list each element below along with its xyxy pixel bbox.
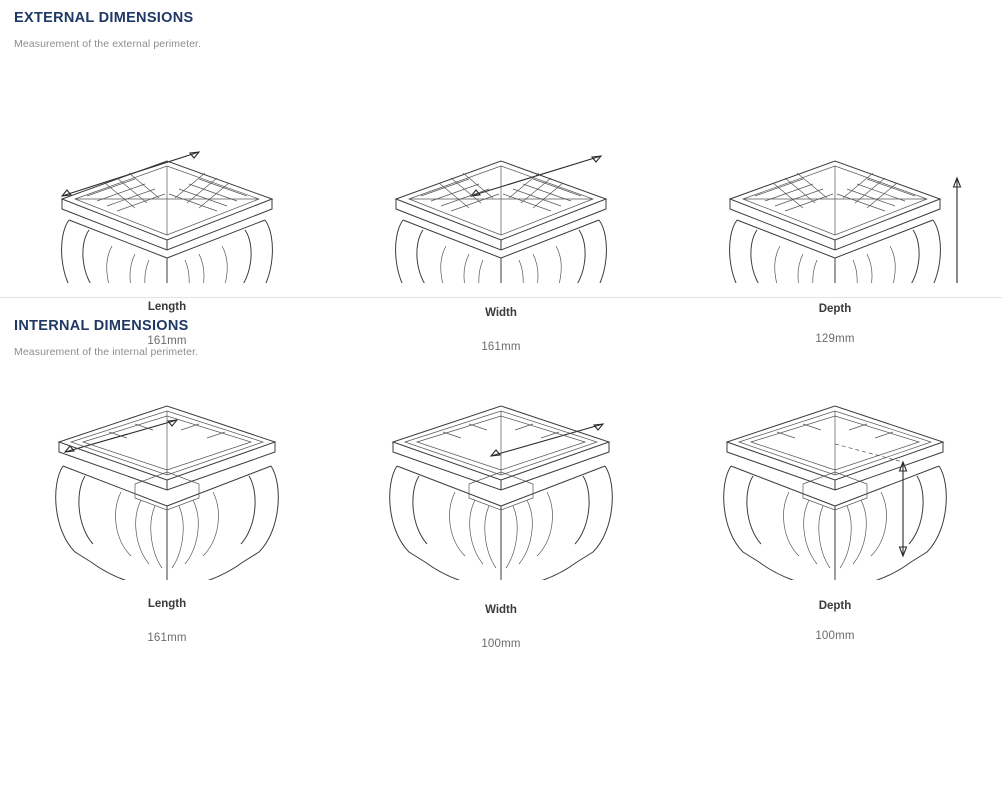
diagram-external-length: [0, 68, 334, 283]
diagram-external-width: [334, 68, 668, 283]
figure-internal-width: [334, 380, 668, 650]
figure-value-internal-depth: 100mm: [815, 630, 855, 642]
figure-external-width: [334, 68, 668, 353]
corner-channel-open-illustration: [56, 406, 279, 580]
corner-channel-drain-illustration: [730, 161, 961, 283]
figure-value-external-width: 161mm: [481, 341, 521, 353]
section-title-internal: INTERNAL DIMENSIONS: [14, 318, 189, 334]
figure-label-external-width: Width: [485, 307, 517, 319]
figure-external-depth: [668, 68, 1002, 345]
dimension-line-internal-width: [491, 424, 603, 456]
figure-value-internal-width: 100mm: [481, 638, 521, 650]
section-subtitle-external: Measurement of the external perimeter.: [14, 38, 202, 50]
corner-channel-drain-illustration: [62, 152, 273, 283]
corner-channel-open-illustration: [724, 406, 947, 580]
diagram-internal-depth: [668, 380, 1002, 580]
figure-internal-length: [0, 380, 334, 644]
diagram-internal-length: [0, 380, 334, 580]
section-title-external: EXTERNAL DIMENSIONS: [14, 10, 194, 26]
figure-label-external-length: Length: [147, 301, 187, 313]
corner-channel-open-illustration: [390, 406, 613, 580]
figure-label-internal-width: Width: [485, 604, 517, 616]
internal-dimensions-section: [0, 298, 1002, 650]
figure-label-internal-depth: Depth: [818, 600, 852, 612]
diagram-external-depth: [668, 68, 1002, 283]
figure-value-external-length: 161mm: [147, 335, 187, 347]
diagram-internal-width: [334, 380, 668, 580]
figure-value-external-depth: 129mm: [815, 333, 855, 345]
internal-figure-row: [0, 380, 1002, 650]
figure-value-internal-length: 161mm: [147, 632, 187, 644]
figure-label-internal-length: Length: [147, 598, 187, 610]
section-subtitle-internal: Measurement of the internal perimeter.: [14, 346, 199, 358]
figure-internal-depth: [668, 380, 1002, 642]
figure-label-external-depth: Depth: [818, 303, 852, 315]
corner-channel-drain-illustration: [396, 156, 607, 283]
